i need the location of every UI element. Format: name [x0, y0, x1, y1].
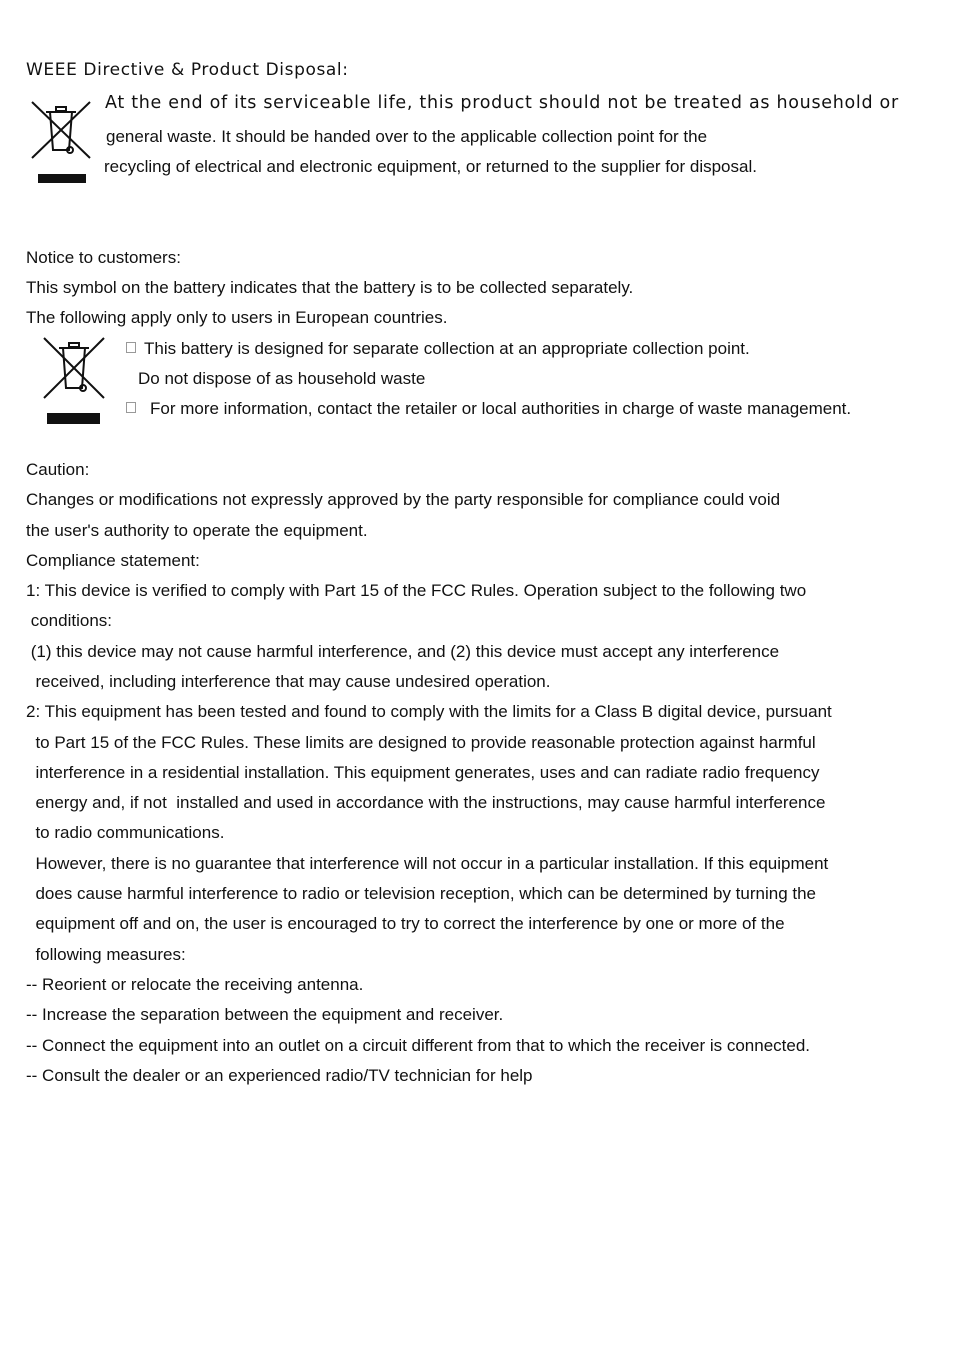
notice-bullet-1: [126, 339, 750, 359]
compliance-line: received, including interference that may cause undesired operation.: [26, 672, 551, 691]
notice-bullet-2: [126, 399, 851, 419]
compliance-line: energy and, if not installed and used in accordance with the instructions, may cause harmful interference: [26, 793, 826, 812]
caution-line-1: Changes or modifications not expressly approved by the party responsible for compliance could void: [26, 490, 781, 509]
notice-line-2: The following apply only to users in European countries.: [26, 308, 448, 327]
compliance-heading: Compliance statement:: [26, 551, 200, 570]
compliance-line: does cause harmful interference to radio or television reception, which can be determined by turning the: [26, 884, 817, 903]
compliance-line: equipment off and on, the user is encouraged to try to correct the interference by one or more of the: [26, 914, 785, 933]
notice-bullet-2-text: For more information, contact the retailer or local authorities in charge of waste management.: [150, 399, 852, 418]
compliance-line: -- Increase the separation between the equipment and receiver.: [26, 1005, 504, 1024]
battery-bin-icon: [42, 336, 106, 428]
compliance-line: -- Connect the equipment into an outlet on a circuit different from that to which the receiver is connected.: [26, 1036, 811, 1055]
crossed-out-wheelie-bin-icon: [30, 98, 92, 186]
compliance-line: to Part 15 of the FCC Rules. These limits are designed to provide reasonable protection against harmful: [26, 733, 816, 752]
compliance-line: following measures:: [26, 945, 186, 964]
weee-heading: WEEE Directive & Product Disposal:: [26, 60, 349, 80]
notice-bullet-1-text: This battery is designed for separate collection at an appropriate collection point.: [144, 339, 750, 358]
weee-text-line-2: general waste. It should be handed over to the applicable collection point for the: [106, 127, 708, 146]
bullet-icon: [126, 342, 136, 353]
compliance-line: 2: This equipment has been tested and found to comply with the limits for a Class B digital device, pursuant: [26, 702, 832, 721]
caution-heading: Caution:: [26, 460, 90, 479]
weee-text-line-1: At the end of its serviceable life, this product should not be treated as household or: [105, 93, 899, 113]
compliance-line: interference in a residential installation. This equipment generates, uses and can radiate radio frequency: [26, 763, 820, 782]
compliance-line: However, there is no guarantee that interference will not occur in a particular installation. If this equipment: [26, 854, 829, 873]
compliance-line: (1) this device may not cause harmful interference, and (2) this device must accept any interference: [26, 642, 780, 661]
compliance-line: to radio communications.: [26, 823, 225, 842]
bullet-icon: [126, 402, 136, 413]
caution-line-2: the user's authority to operate the equipment.: [26, 521, 368, 540]
notice-heading: Notice to customers:: [26, 248, 181, 267]
notice-bullet-1-continued: Do not dispose of as household waste: [138, 369, 426, 388]
weee-text-line-3: recycling of electrical and electronic equipment, or returned to the supplier for disposal.: [104, 157, 757, 176]
compliance-line: conditions:: [26, 611, 112, 630]
compliance-line: -- Reorient or relocate the receiving antenna.: [26, 975, 364, 994]
compliance-line: -- Consult the dealer or an experienced radio/TV technician for help: [26, 1066, 533, 1085]
compliance-line: 1: This device is verified to comply with Part 15 of the FCC Rules. Operation subject to the following two: [26, 581, 807, 600]
notice-line-1: This symbol on the battery indicates that the battery is to be collected separately.: [26, 278, 634, 297]
